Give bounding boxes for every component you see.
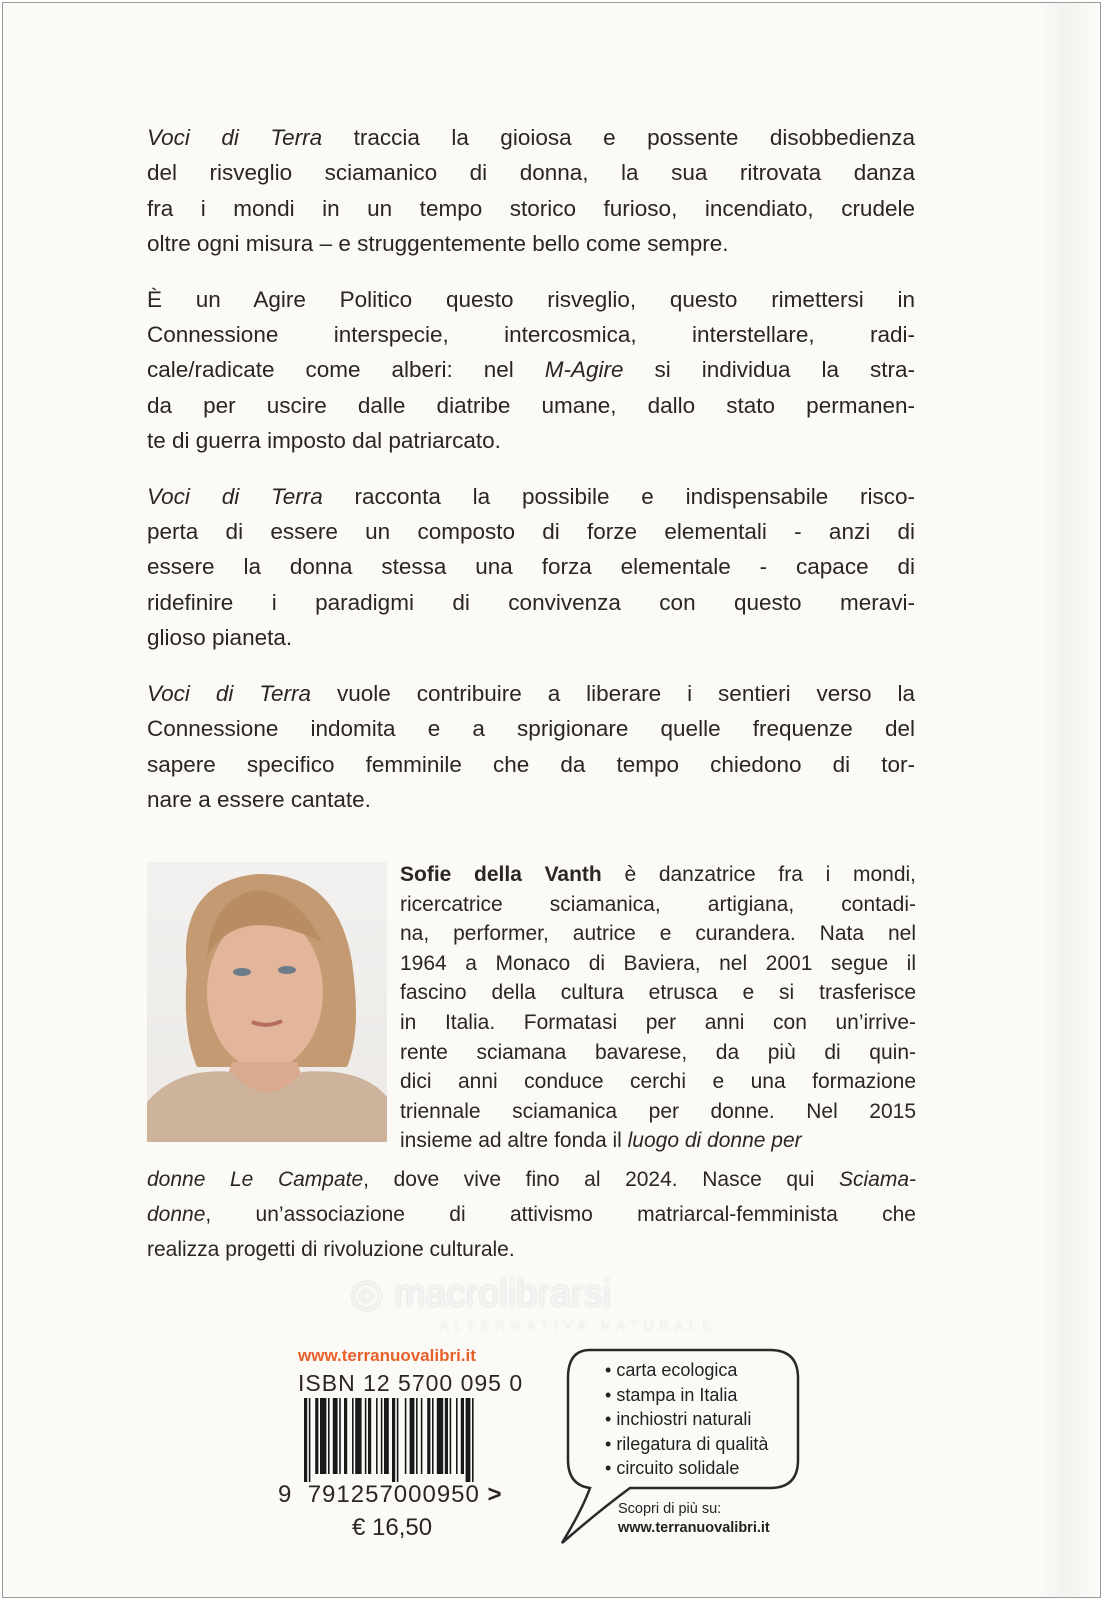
barcode-bar	[352, 1398, 354, 1474]
barcode-bar	[432, 1398, 434, 1474]
barcode-bar	[328, 1398, 330, 1474]
text-segment: è danzatrice fra i mondi,	[601, 863, 916, 886]
barcode-bar	[381, 1398, 383, 1474]
text-line	[147, 747, 915, 782]
text-segment: rente sciamana bavarese, da più di quin-	[400, 1040, 916, 1064]
text-line	[147, 1162, 916, 1197]
text-line	[147, 155, 915, 190]
text-line	[400, 949, 916, 979]
text-line	[147, 388, 915, 423]
bullet-icon: •	[605, 1384, 617, 1405]
text-segment: Connessione indomita e a sprigionare quelle frequenze del	[147, 716, 915, 742]
barcode-bar	[384, 1398, 389, 1474]
emphasis-text: Sciama-	[838, 1168, 916, 1191]
barcode-bar	[392, 1398, 395, 1482]
text-segment: oltre ogni misura – e struggentemente bello come sempre.	[147, 231, 729, 257]
barcode-bar	[304, 1398, 307, 1482]
barcode-bar	[315, 1398, 318, 1474]
feature-label: carta ecologica	[616, 1360, 738, 1380]
emphasis-text: M-Agire	[544, 357, 624, 383]
text-line	[147, 282, 915, 317]
price: € 16,50	[352, 1514, 433, 1541]
barcode-arrow: >	[487, 1481, 503, 1508]
text-segment: Connessione interspecie, intercosmica, interstellare, radi-	[147, 322, 915, 348]
author-bio-continued	[147, 1162, 916, 1267]
barcode-bar	[461, 1398, 464, 1474]
text-segment: traccia la gioiosa e possente disobbedienza	[322, 125, 915, 150]
text-segment: ridefinire i paradigmi di convivenza con questo meravi-	[147, 589, 915, 615]
text-segment: da per uscire dalle diatribe umane, dallo stato permanen-	[147, 392, 915, 418]
feature-item	[605, 1407, 768, 1432]
text-line	[147, 620, 915, 655]
text-segment: fascino della cultura etrusca e si trasferisce	[400, 981, 916, 1005]
text-line	[147, 1232, 916, 1267]
watermark-brand: macrolibrarsi	[393, 1273, 612, 1315]
text-segment: È un Agire Politico questo risveglio, questo rimettersi in	[147, 286, 915, 312]
text-segment: del risveglio sciamanico di donna, la sua ritrovata danza	[147, 160, 915, 186]
watermark-logo: ◎ macrolibrarsi	[350, 1273, 612, 1315]
paragraph	[147, 479, 915, 656]
barcode-bar	[450, 1398, 452, 1474]
emphasis-text: luogo di donne per	[627, 1129, 802, 1153]
barcode-bar	[376, 1398, 378, 1474]
feature-item	[605, 1358, 768, 1383]
text-segment: na, performer, autrice e curandera. Nata nel	[400, 922, 916, 946]
text-line	[147, 423, 915, 458]
bullet-icon: •	[605, 1433, 617, 1454]
paragraph	[147, 676, 915, 818]
feature-label: circuito solidale	[616, 1458, 740, 1478]
text-segment: glioso pianeta.	[147, 625, 293, 651]
text-segment: , un’associazione di attivismo matriarcal-femminista che	[205, 1203, 916, 1226]
text-segment: vuole contribuire a liberare i sentieri verso la	[311, 680, 915, 706]
barcode-bar	[333, 1398, 338, 1474]
paragraph	[147, 1162, 916, 1267]
text-line	[400, 919, 916, 949]
bullet-icon: •	[605, 1458, 617, 1478]
text-segment: nare a essere cantate.	[147, 786, 371, 812]
barcode-bar	[456, 1398, 458, 1474]
blurb-text	[147, 120, 915, 837]
author-name: Sofie della Vanth	[400, 863, 602, 886]
features-list	[605, 1358, 768, 1481]
barcode-bar	[365, 1398, 367, 1474]
barcode-bar	[309, 1398, 311, 1482]
barcode-bar	[397, 1398, 399, 1482]
barcode-bar	[368, 1398, 371, 1474]
text-line	[147, 479, 915, 514]
barcode-bar	[427, 1398, 430, 1474]
text-segment: racconta la possibile e indispensabile risco-	[322, 483, 915, 509]
feature-label: rilegatura di qualità	[616, 1433, 769, 1454]
emphasis-text: Voci di Terra	[147, 125, 323, 150]
text-line	[147, 676, 915, 711]
more-info-url[interactable]: www.terranuovalibri.it	[618, 1520, 770, 1536]
text-line	[147, 317, 915, 352]
text-segment: insieme ad altre fonda il	[400, 1129, 628, 1153]
emphasis-text: Voci di Terra	[147, 483, 323, 509]
text-line	[147, 352, 915, 387]
barcode-bar	[355, 1398, 361, 1474]
paragraph	[147, 282, 915, 459]
emphasis-text: donne Le Campate	[147, 1168, 364, 1191]
barcode-digits	[278, 1482, 503, 1508]
feature-item	[605, 1383, 768, 1408]
text-segment: ricercatrice sciamanica, artigiana, contadi-	[400, 892, 916, 916]
barcode-bar	[437, 1398, 443, 1474]
isbn: ISBN 12 5700 095 0	[298, 1370, 524, 1396]
text-line	[400, 978, 916, 1008]
feature-label: inchiostri naturali	[616, 1409, 752, 1429]
text-segment: essere la donna stessa una forza elementale - capace di	[147, 554, 915, 580]
barcode-first-digit: 9	[278, 1481, 293, 1508]
feature-item	[605, 1432, 768, 1457]
watermark-tagline: ALTERNATIVA NATURALE	[440, 1318, 718, 1333]
barcode-bar	[344, 1398, 347, 1474]
text-line	[147, 226, 915, 261]
bullet-icon: •	[605, 1360, 617, 1380]
barcode-bar	[405, 1398, 407, 1474]
paragraph	[147, 120, 915, 262]
text-line	[147, 514, 915, 549]
publisher-url[interactable]: www.terranuovalibri.it	[298, 1346, 476, 1365]
barcode-bar	[466, 1398, 471, 1482]
text-segment: perta di essere un composto di forze elementali - anzi di	[147, 519, 915, 545]
text-line	[147, 782, 915, 817]
text-line	[147, 549, 915, 584]
text-line	[147, 711, 915, 746]
barcode-bar	[416, 1398, 418, 1474]
text-line	[147, 191, 915, 226]
emphasis-text: donne	[147, 1203, 206, 1226]
barcode-bar	[445, 1398, 448, 1474]
text-segment: si individua la stra-	[623, 357, 915, 383]
text-segment: , dove vive fino al 2024. Nasce qui	[363, 1168, 839, 1191]
text-segment: fra i mondi in un tempo storico furioso, incendiato, crudele	[147, 195, 915, 221]
text-line	[400, 1126, 916, 1156]
paragraph	[400, 860, 916, 1156]
barcode-bar	[339, 1398, 341, 1474]
text-line	[400, 1008, 916, 1038]
more-info-label: Scopri di più su:	[618, 1501, 722, 1517]
bullet-icon: •	[605, 1409, 617, 1429]
spine-shadow	[1040, 3, 1100, 1597]
text-line	[147, 585, 915, 620]
text-line	[147, 120, 915, 155]
text-line	[400, 1038, 916, 1068]
text-line	[400, 1097, 916, 1127]
text-line	[400, 860, 916, 890]
text-segment: 1964 a Monaco di Baviera, nel 2001 segue il	[400, 951, 916, 975]
more-info	[618, 1500, 770, 1538]
barcode-bar	[421, 1398, 423, 1474]
text-segment: realizza progetti di rivoluzione culturale.	[147, 1238, 515, 1261]
feature-label: stampa in Italia	[616, 1384, 738, 1405]
barcode-bar	[472, 1398, 474, 1482]
barcode-bar	[320, 1398, 326, 1474]
feature-item	[605, 1456, 768, 1481]
text-segment: cale/radicate come alberi: nel	[147, 357, 545, 383]
text-segment: in Italia. Formatasi per anni con un’irrive-	[400, 1010, 916, 1034]
text-segment: te di guerra imposto dal patriarcato.	[147, 428, 501, 454]
barcode-number: 791257000950	[307, 1481, 480, 1508]
text-segment: dici anni conduce cerchi e una formazione	[400, 1070, 916, 1094]
barcode	[300, 1398, 520, 1482]
text-line	[400, 1067, 916, 1097]
text-line	[147, 1197, 916, 1232]
author-photo	[147, 862, 387, 1142]
barcode-bar	[410, 1398, 415, 1474]
text-segment: sapere specifico femminile che da tempo chiedono di tor-	[147, 751, 915, 777]
author-bio	[400, 860, 916, 1156]
emphasis-text: Voci di Terra	[147, 680, 312, 706]
text-segment: triennale sciamanica per donne. Nel 2015	[400, 1099, 916, 1123]
text-line	[400, 890, 916, 920]
